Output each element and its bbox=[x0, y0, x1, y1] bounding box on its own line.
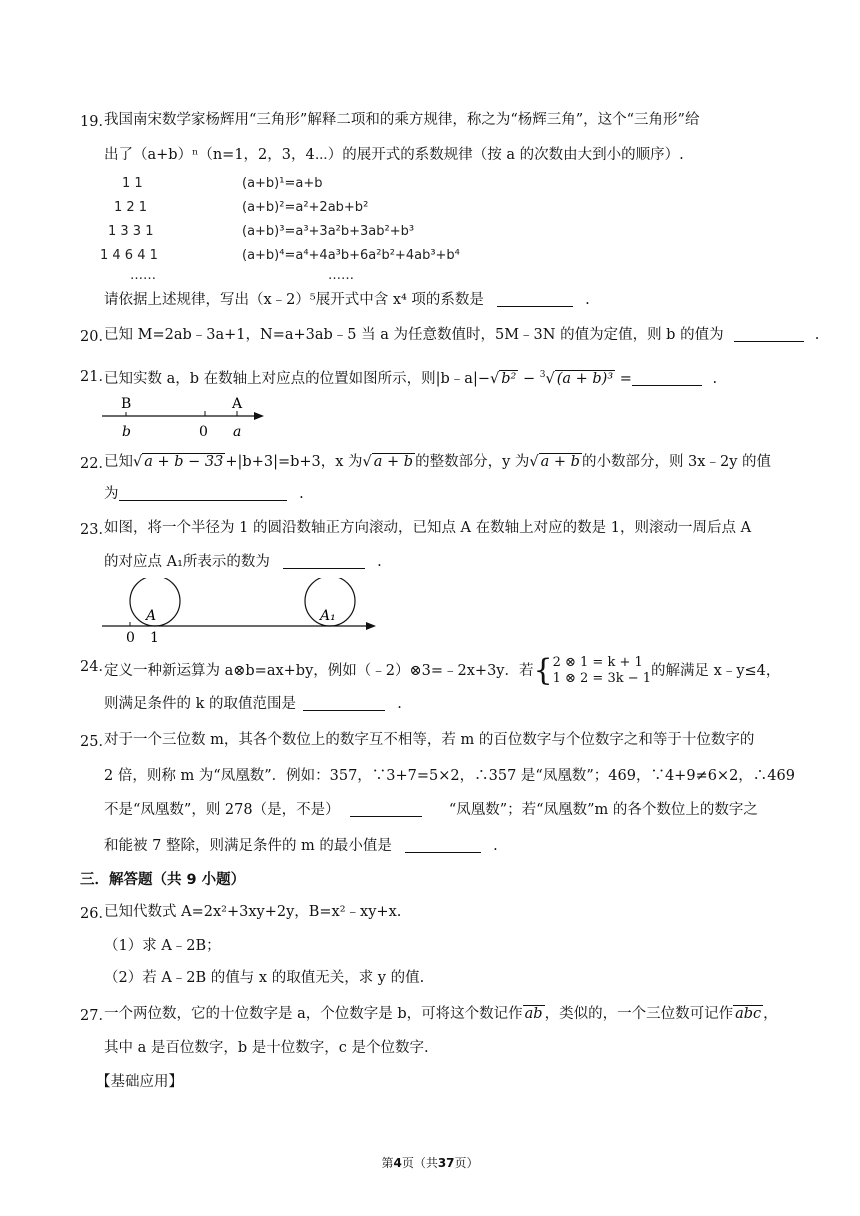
q27-subheading: 【基础应用】 bbox=[96, 1074, 183, 1090]
q19-question: 请依据上述规律，写出（x﹣2）⁵展开式中含 x⁴ 项的系数是 . bbox=[104, 292, 590, 308]
q21-answer-blank[interactable] bbox=[632, 369, 702, 386]
triangle-row-2: 1 2 1 bbox=[114, 200, 148, 215]
point-B-label: B bbox=[121, 396, 132, 412]
q25-line1: 对于一个三位数 m，其各个数位上的数字互不相等，若 m 的百位数字与个位数字之和等于十位数字的 bbox=[104, 732, 755, 748]
total-pages: 37 bbox=[437, 1156, 455, 1170]
triangle-row-4: 1 4 6 4 1 bbox=[100, 248, 158, 263]
expansion-5: …… bbox=[328, 268, 354, 283]
point-A-label: A bbox=[232, 396, 243, 412]
expansion-4: (a+b)⁴=a⁴+4a³b+6a²b²+4ab³+b⁴ bbox=[242, 248, 460, 263]
q19-answer-blank[interactable] bbox=[497, 290, 573, 307]
q19-line2: 出了（a+b）ⁿ（n=1，2，3，4⋯）的展开式的系数规律（按 a 的次数由大到小的顺序）. bbox=[104, 147, 684, 163]
q25-line4: 和能被 7 整除，则满足条件的 m 的最小值是 . bbox=[104, 838, 498, 854]
triangle-row-3: 1 3 3 1 bbox=[108, 224, 154, 239]
overline-abc: abc bbox=[735, 1006, 762, 1022]
q23-number: 23． bbox=[80, 522, 113, 538]
current-page: 4 bbox=[393, 1156, 402, 1170]
q25-answer-blank-2[interactable] bbox=[405, 836, 481, 853]
one-label: 1 bbox=[150, 630, 159, 644]
triangle-row-1: 1 1 bbox=[122, 176, 143, 191]
q26-line: 已知代数式 A=2x²+3xy+2y，B=x²﹣xy+x. bbox=[104, 904, 402, 920]
q24-line2: 则满足条件的 k 的取值范围是 . bbox=[104, 696, 402, 712]
expansion-3: (a+b)³=a³+3a²b+3ab²+b³ bbox=[242, 224, 415, 239]
sqrt-sign-icon: √ bbox=[529, 454, 539, 470]
q25-line3: 不是“凤凰数”，则 278（是，不是） “凤凰数”；若“凤凰数”m 的各个数位上的数字之 bbox=[104, 802, 758, 818]
q24-answer-blank[interactable] bbox=[303, 694, 385, 711]
equation-system: 2 ⊗ 1 = k + 1 1 ⊗ 2 = 3k − 1 bbox=[552, 655, 652, 686]
zero-label: 0 bbox=[126, 630, 135, 644]
q27-number: 27． bbox=[80, 1008, 113, 1024]
point-A1-label: A₁ bbox=[320, 608, 336, 624]
triangle-row-5: …… bbox=[130, 268, 156, 283]
q22-number: 22． bbox=[80, 456, 113, 472]
q19-line1: 我国南宋数学家杨辉用“三角形”解释二项和的乘方规律，称之为“杨辉三角”，这个“三角形”给 bbox=[104, 112, 700, 128]
q25-answer-blank-1[interactable] bbox=[350, 800, 422, 817]
q20-line: 已知 M=2ab﹣3a+1，N=a+3ab﹣5 当 a 为任意数值时，5M﹣3N 的值为定值，则 b 的值为 . bbox=[104, 327, 820, 343]
q21-number-line bbox=[98, 394, 278, 438]
q20-answer-blank[interactable] bbox=[734, 325, 804, 342]
left-brace-icon: { bbox=[533, 653, 553, 688]
expansion-2: (a+b)²=a²+2ab+b² bbox=[242, 200, 369, 215]
q23-line2: 的对应点 A₁所表示的数为 . bbox=[104, 554, 382, 570]
q24-number: 24． bbox=[80, 659, 113, 675]
q23-line1: 如图，将一个半径为 1 的圆沿数轴正方向滚动，已知点 A 在数轴上对应的数是 1，则滚动一周后点 A bbox=[104, 520, 752, 536]
point-A-label: A bbox=[146, 608, 157, 624]
page-footer: 第4页（共37页） bbox=[381, 1156, 479, 1170]
q22-line2: 为 . bbox=[104, 486, 304, 502]
sqrt-sign-icon: √ bbox=[133, 454, 143, 470]
sqrt-sign-icon: √ bbox=[362, 454, 372, 470]
q26-number: 26． bbox=[80, 906, 113, 922]
q27-line2: 其中 a 是百位数字，b 是十位数字，c 是个位数字. bbox=[104, 1040, 429, 1056]
arrow-icon bbox=[366, 622, 376, 630]
cube-root-sign-icon: √ bbox=[545, 370, 555, 387]
overline-ab: ab bbox=[524, 1006, 543, 1022]
q25-number: 25． bbox=[80, 734, 113, 750]
q22-answer-blank[interactable] bbox=[119, 484, 287, 501]
q24-line1: 定义一种新运算为 a⊗b=ax+by，例如（﹣2）⊗3=﹣2x+3y．若{ 2 ⊗ 1 = k + 1 1 ⊗ 2 = 3k − 1 的解满足 x﹣y≤4， bbox=[104, 653, 781, 688]
a-label: a bbox=[233, 424, 242, 438]
q21-line: 已知实数 a，b 在数轴上对应点的位置如图所示，则|b﹣a|−√ b² − $^3$√ (a + b)³ = . bbox=[104, 370, 718, 387]
q21-number: 21． bbox=[80, 369, 113, 385]
q26-part1: （1）求 A﹣2B； bbox=[104, 938, 221, 954]
q23-answer-blank[interactable] bbox=[283, 552, 365, 569]
zero-label: 0 bbox=[199, 424, 208, 438]
q23-rolling-circle-figure bbox=[98, 578, 388, 644]
section-heading: 三．解答题（共 9 小题） bbox=[80, 872, 246, 888]
yanghui-triangle-figure bbox=[100, 176, 480, 283]
q26-part2: （2）若 A﹣2B 的值与 x 的取值无关，求 y 的值. bbox=[104, 970, 425, 986]
expansion-1: (a+b)¹=a+b bbox=[242, 176, 323, 191]
sqrt-sign-icon: √ bbox=[490, 370, 500, 387]
b-label: b bbox=[122, 424, 131, 438]
q25-line2: 2 倍，则称 m 为“凤凰数”．例如：357，∵3+7=5×2，∴357 是“凤凰数”；469，∵4+9≠6×2，∴469 bbox=[104, 768, 795, 784]
q20-number: 20． bbox=[80, 329, 113, 345]
q22-line1: 已知√ a + b − 33 +|b+3|=b+3，x 为√ a + b 的整数部分，y 为√ a + b 的小数部分，则 3x﹣2y 的值 bbox=[104, 454, 771, 470]
q19-number: 19． bbox=[80, 114, 113, 130]
arrow-icon bbox=[254, 412, 264, 420]
q27-line1: 一个两位数，它的十位数字是 a，个位数字是 b，可将这个数记作 ab ，类似的，一个三位数可记作 abc ， bbox=[104, 1006, 778, 1022]
